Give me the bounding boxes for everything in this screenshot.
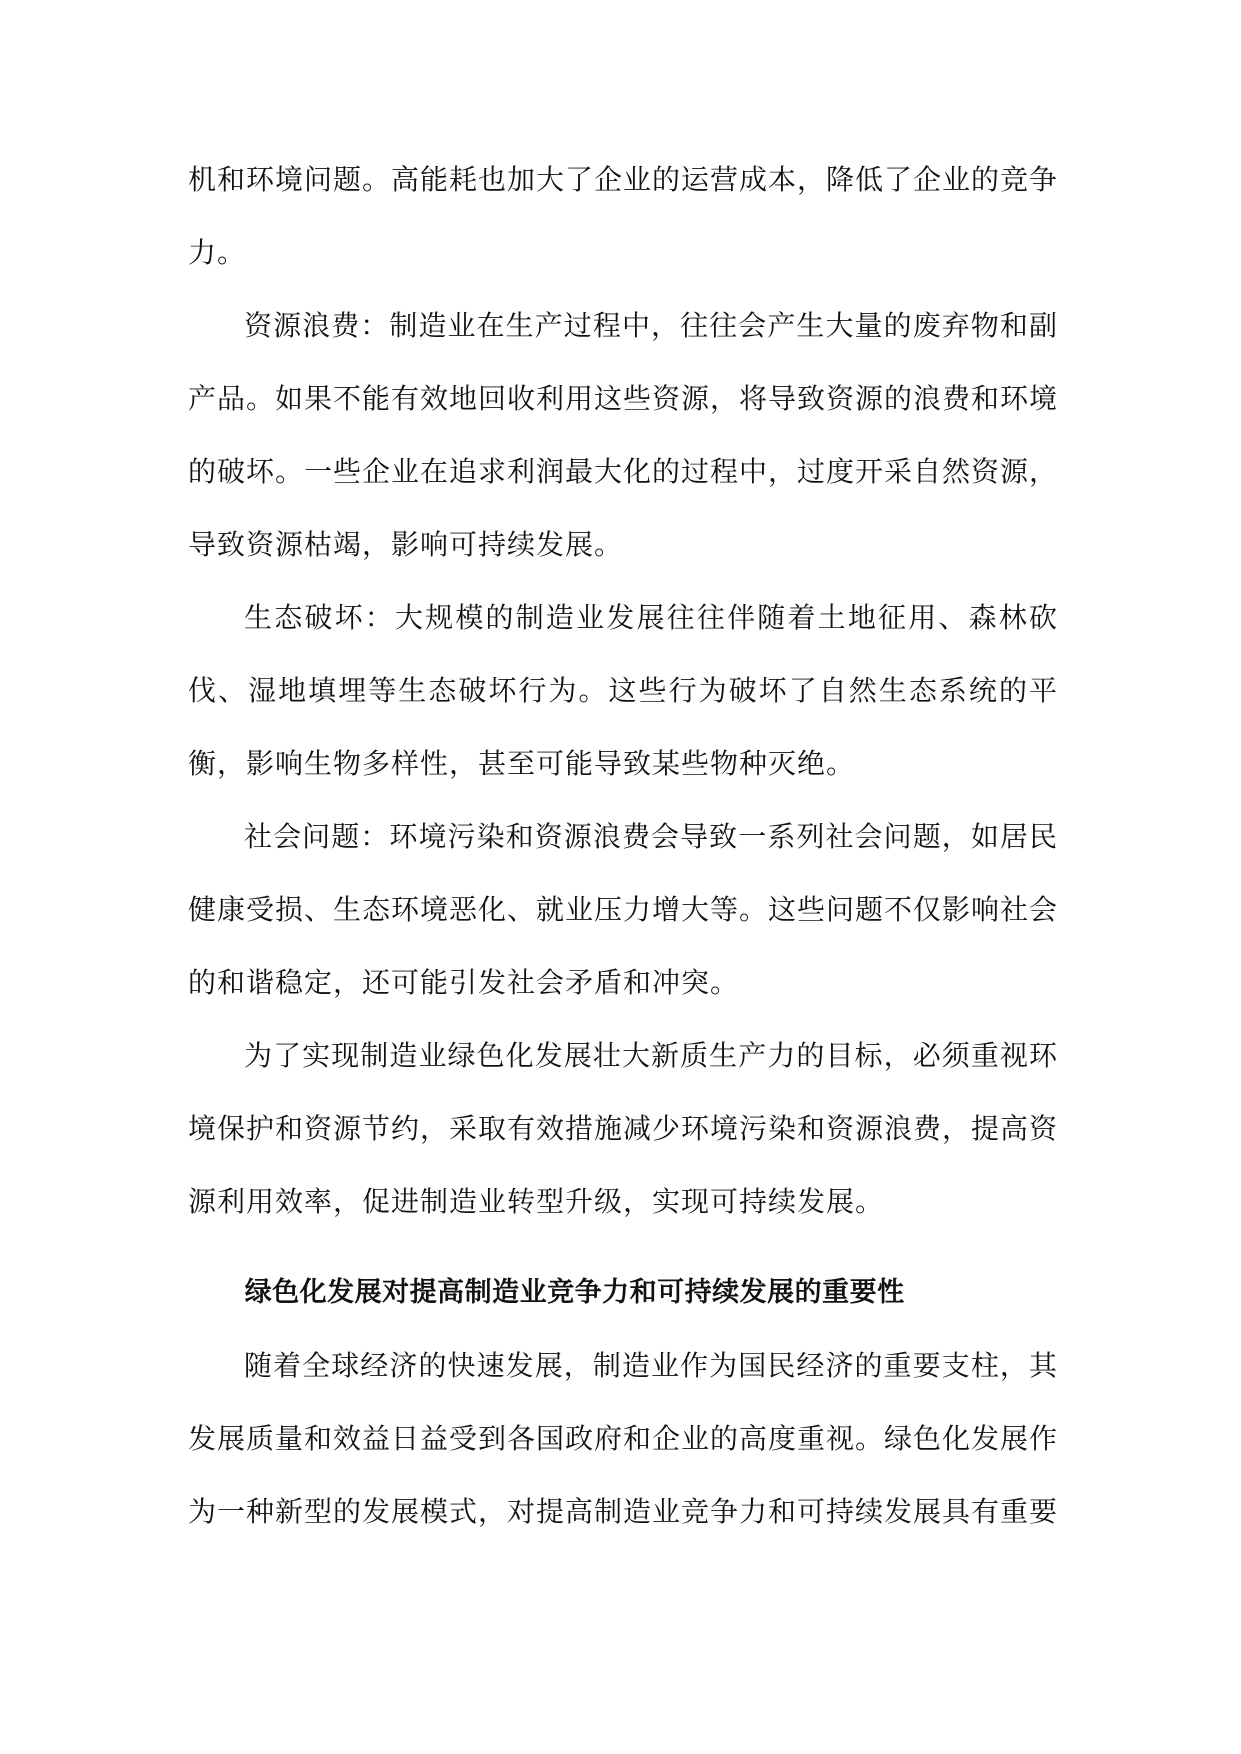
paragraph-ecological-damage: 生态破坏：大规模的制造业发展往往伴随着土地征用、森林砍伐、湿地填埋等生态破坏行为。这些行为破坏了自然生态系统的平衡，影响生物多样性，甚至可能导致某些物种灭绝。 bbox=[188, 601, 1058, 780]
paragraph-section-intro: 随着全球经济的快速发展，制造业作为国民经济的重要支柱，其发展质量和效益日益受到各国政府和企业的高度重视。绿色化发展作为一种新型的发展模式，对提高制造业竞争力和可持续发展具有重要 bbox=[188, 1349, 1059, 1528]
document-body bbox=[188, 143, 1058, 1548]
paragraph-continued: 机和环境问题。高能耗也加大了企业的运营成本，降低了企业的竞争力。 bbox=[188, 163, 1059, 269]
paragraph-resource-waste: 资源浪费：制造业在生产过程中，往往会产生大量的废弃物和副产品。如果不能有效地回收利用这些资源，将导致资源的浪费和环境的破坏。一些企业在追求利润最大化的过程中，过度开采自然资源，导致资源枯竭，影响可持续发展。 bbox=[188, 309, 1059, 561]
paragraph-social-issues: 社会问题：环境污染和资源浪费会导致一系列社会问题，如居民健康受损、生态环境恶化、就业压力增大等。这些问题不仅影响社会的和谐稳定，还可能引发社会矛盾和冲突。 bbox=[188, 820, 1059, 999]
section-heading: 绿色化发展对提高制造业竞争力和可持续发展的重要性 bbox=[244, 1277, 905, 1308]
paragraph-conclusion: 为了实现制造业绿色化发展壮大新质生产力的目标，必须重视环境保护和资源节约，采取有效措施减少环境污染和资源浪费，提高资源利用效率，促进制造业转型升级，实现可持续发展。 bbox=[188, 1039, 1059, 1218]
